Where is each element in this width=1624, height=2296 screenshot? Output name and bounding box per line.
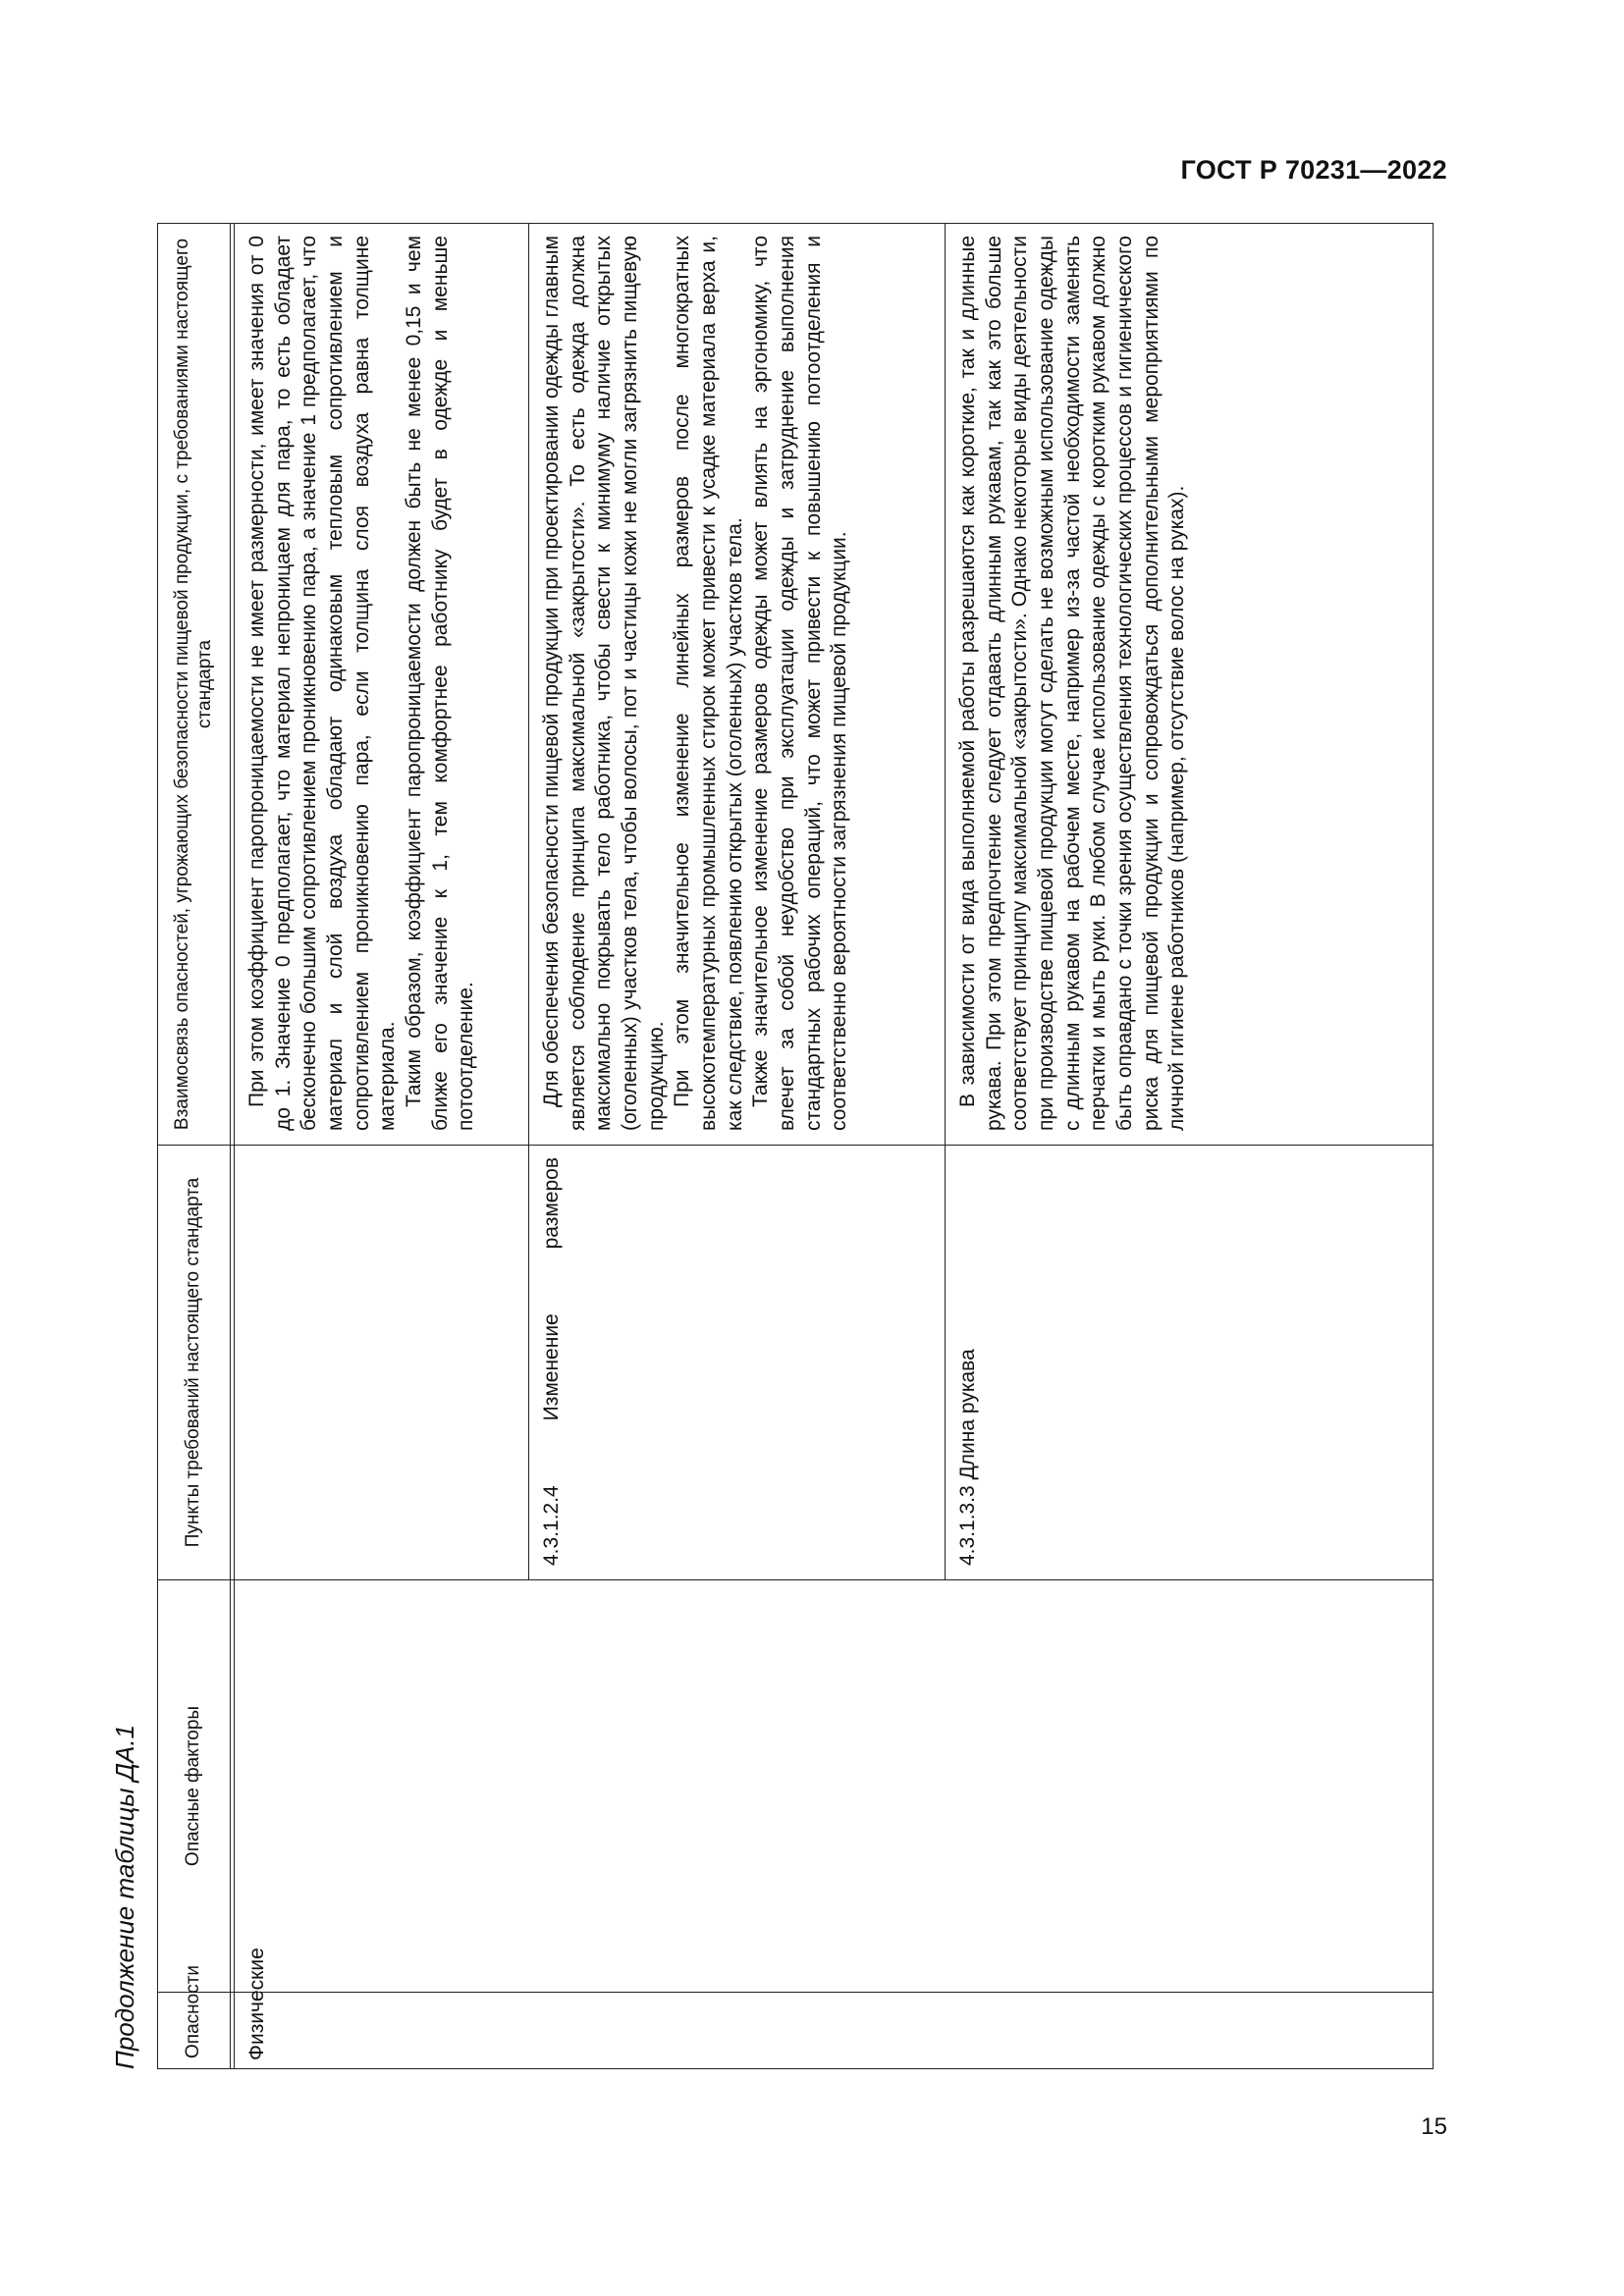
clause-cell [235, 1146, 529, 1580]
standard-code: ГОСТ Р 70231—2022 [1180, 155, 1447, 185]
relation-paragraph: Также значительное изменение размеров одежды может влиять на эргономику, что влечет за собой неудобство при эксплуатации одежды и затруднение выполнения стандартных рабочих операций, что может привести к повышению потоотделения и соответственно вероятности загрязнения пищевой продукции. [749, 236, 851, 1131]
hazard-type-cell [235, 1948, 1434, 2069]
hazard-type: Физические [245, 1948, 268, 2060]
header-relation: Взаимосвязь опасностей, угрожающих безопасности пищевой продукции, с требованиями настоящего стандарта [158, 224, 231, 1146]
page-number: 15 [1421, 2113, 1447, 2140]
clause-text: 4.3.1.2.4 Изменение размеров [540, 1157, 563, 1566]
table-caption: Продолжение таблицы ДА.1 [110, 1724, 139, 2069]
relation-paragraph: В зависимости от вида выполняемой работы разрешаются как короткие, так и длинные рукава. При этом предпочтение следует отдавать длинным рукавам, так как это больше соответствует принципу максимальной «закрытости». Однако некоторые виды деятельности при производстве пищевой продукции могут сделать не возможным использование одежды с длинным рукавом на рабочем месте, например из-за частой необходимости заменять перчатки и мыть руки. В любом случае использование одежды с коротким рукавом должно быть оправдано с точки зрения осуществления технологических процессов и гигиенического риска для пищевой продукции и сопровождаться дополнительными мероприятиями по личной гигиене работников (например, отсутствие волос на руках). [956, 236, 1189, 1131]
relation-cell [946, 224, 1434, 1146]
relation-paragraph: При этом значительное изменение линейных размеров после многократных высокотемпературных промышленных стирок может привести к усадке материала верха и, как следствие, появлению открытых (оголенных) участков тела. [671, 236, 746, 1131]
header-clauses: Пункты требований настоящего стандарта [158, 1146, 231, 1580]
relation-cell [235, 224, 529, 1146]
hazards-table [157, 223, 1434, 2069]
table-header-row [158, 224, 231, 2069]
relation-paragraph: При этом коэффициент паропроницаемости не имеет размерности, имеет значения от 0 до 1. Значение 0 предполагает, что материал непроницаем для пара, то есть обладает бесконечно большим сопротивлением проникновению пара, а значение 1 предполагает, что материал и слой воздуха обладают одинаковым тепловым сопротивлением и сопротивлением проникновению пара, если толщина слоя воздуха равна толщине материала. [245, 236, 400, 1131]
relation-paragraph: Для обеспечения безопасности пищевой продукции при проектировании одежды главным является соблюдение принципа максимальной «закрытости». То есть одежда должна максимально покрывать тело работника, чтобы свести к минимуму наличие открытых (оголенных) участков тела, чтобы волосы, пот и частицы кожи не могли загрязнить пищевую продукцию. [540, 236, 668, 1131]
header-factors: Опасные факторы [158, 1580, 231, 1993]
clause-text: 4.3.1.3.3 Длина рукава [956, 1349, 979, 1566]
factor-cell [235, 1580, 1434, 1993]
clause-cell [529, 1146, 946, 1580]
clause-cell [946, 1146, 1434, 1580]
relation-cell [529, 224, 946, 1146]
table-row [235, 224, 529, 2069]
rotated-content [110, 224, 1440, 2069]
relation-paragraph: Таким образом, коэффициент паропроницаемости должен быть не менее 0,15 и чем ближе его значение к 1, тем комфортнее работнику будет в одежде и меньше потоотделение. [402, 236, 478, 1131]
header-hazards: Опасности [158, 1993, 231, 2069]
